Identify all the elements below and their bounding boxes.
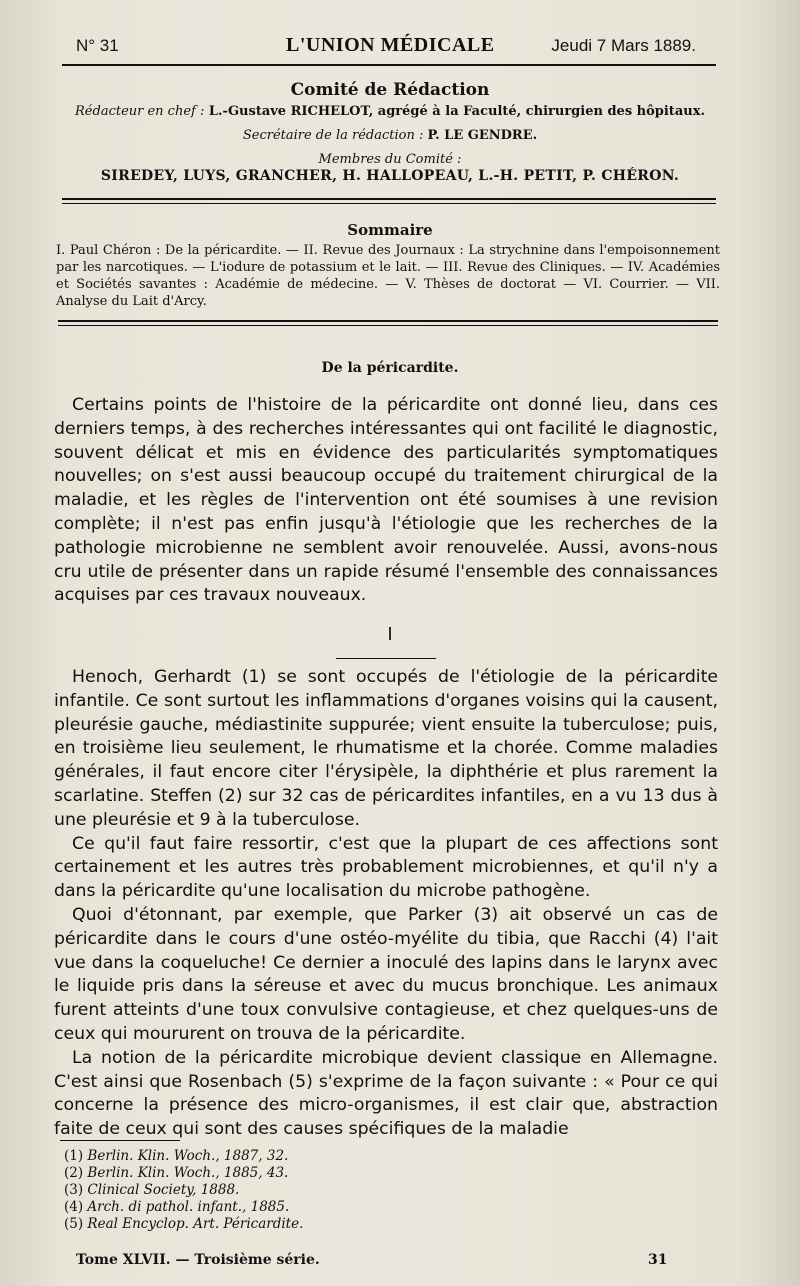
summary-rule: [58, 320, 718, 322]
summary-title: Sommaire: [347, 221, 433, 239]
paragraph: La notion de la péricardite microbique devient classique en Allemagne. C'est ainsi que Rosenbach (5) s'exprime de la façon suivante : « Pour ce qui concerne la présence des micro-organismes, il est clair que, abstraction faite de ceux qui sont des causes spécifiques de la maladie: [54, 1047, 718, 1140]
secretary-name: P. LE GENDRE.: [427, 128, 538, 143]
editor-label: Rédacteur en chef :: [75, 104, 205, 119]
journal-title: L'UNION MÉDICALE: [286, 34, 495, 56]
issue-number: N° 31: [76, 36, 119, 55]
tome-label: Tome XLVII. — Troisième série.: [76, 1252, 320, 1268]
intro-paragraph: Certains points de l'histoire de la péricardite ont donné lieu, dans ces derniers temps, à des recherches intéressantes qui ont facilité le diagnostic, souvent délicat et mis en évidence des particularités symptomatiques nouvelles; on s'est aussi beaucoup occupé du traitement chirurgical de la maladie, et les règles de l'intervention ont été soumises à une revision complète; il n'est pas enfin jusqu'à l'étiologie que les recherches de la pathologie microbienne ne semblent avoir renouvelée. Aussi, avons-nous cru utile de présenter dans un rapide résumé l'ensemble des connaissances acquises par ces travaux nouveaux.: [54, 395, 718, 606]
page-header: [76, 36, 696, 62]
article-intro: [54, 394, 718, 608]
members-list: SIREDEY, LUYS, GRANCHER, H. HALLOPEAU, L.-H. PETIT, P. CHÉRON.: [100, 168, 680, 184]
header-rule: [62, 64, 716, 66]
footnote: (1) Berlin. Klin. Woch., 1887, 32.: [64, 1148, 289, 1164]
members-label: Membres du Comité :: [318, 152, 462, 167]
footnotes: [64, 1148, 664, 1233]
committee-title: Comité de Rédaction: [290, 80, 490, 100]
paragraph: Henoch, Gerhardt (1) se sont occupés de l'étiologie de la péricardite infantile. Ce sont surtout les inflammations d'organes voisins qui la causent, pleurésie gauche, médiastinite suppurée; vient ensuite la tuberculose; puis, en troisième lieu seulement, le rhumatisme et la chorée. Comme maladies générales, il faut encore citer l'érysipèle, la diphthérie et plus rarement la scarlatine. Steffen (2) sur 32 cas de péricardites infantiles, en a vu 13 dus à une pleurésie et 9 à la tuberculose.: [54, 667, 718, 830]
page-number: 31: [648, 1252, 668, 1268]
secretary-line: [60, 128, 720, 143]
footnote: (5) Real Encyclop. Art. Péricardite.: [64, 1216, 304, 1232]
issue-date: Jeudi 7 Mars 1889.: [551, 36, 696, 55]
section-rule: [336, 658, 436, 659]
footnote: (2) Berlin. Klin. Woch., 1885, 43.: [64, 1165, 289, 1181]
committee-rule-bottom: [62, 203, 716, 204]
editor-line: [60, 104, 720, 119]
section-number: I: [387, 624, 393, 645]
secretary-label: Secrétaire de la rédaction :: [242, 128, 424, 143]
page-footer: [76, 1252, 676, 1268]
article-title: De la péricardite.: [321, 360, 459, 376]
footnote-rule: [60, 1140, 180, 1141]
editor-name: L.-Gustave RICHELOT, agrégé à la Faculté, chirurgien des hôpitaux.: [208, 104, 705, 119]
summary-rule-2: [58, 325, 718, 326]
committee-rule-top: [62, 198, 716, 200]
paragraph: Quoi d'étonnant, par exemple, que Parker (3) ait observé un cas de péricardite dans le cours d'une ostéo-myélite du tibia, que Racchi (4) l'ait vue dans la coqueluche! Ce dernier a inoculé des lapins dans le larynx avec le liquide pris dans la séreuse et avec du mucus bronchique. Les animaux furent atteints d'une toux convulsive contagieuse, et chez quelques-uns de ceux qui moururent on trouva de la péricardite.: [54, 904, 718, 1044]
footnote: (3) Clinical Society, 1888.: [64, 1182, 240, 1198]
summary-text: I. Paul Chéron : De la péricardite. — II. Revue des Journaux : La strychnine dans l'empoisonnement par les narcotiques. — L'iodure de potassium et le lait. — III. Revue des Cliniques. — IV. Académies et Sociétés savantes : Académie de médecine. — V. Thèses de doctorat — VI. Courrier. — VII. Analyse du Lait d'Arcy.: [56, 243, 720, 309]
footnote: (4) Arch. di pathol. infant., 1885.: [64, 1199, 290, 1215]
article-body: [54, 666, 718, 1142]
paragraph: Ce qu'il faut faire ressortir, c'est que la plupart de ces affections sont certainement et les autres très probablement microbiennes, et qu'il n'y a dans la péricardite qu'une localisation du microbe pathogène.: [54, 833, 718, 902]
